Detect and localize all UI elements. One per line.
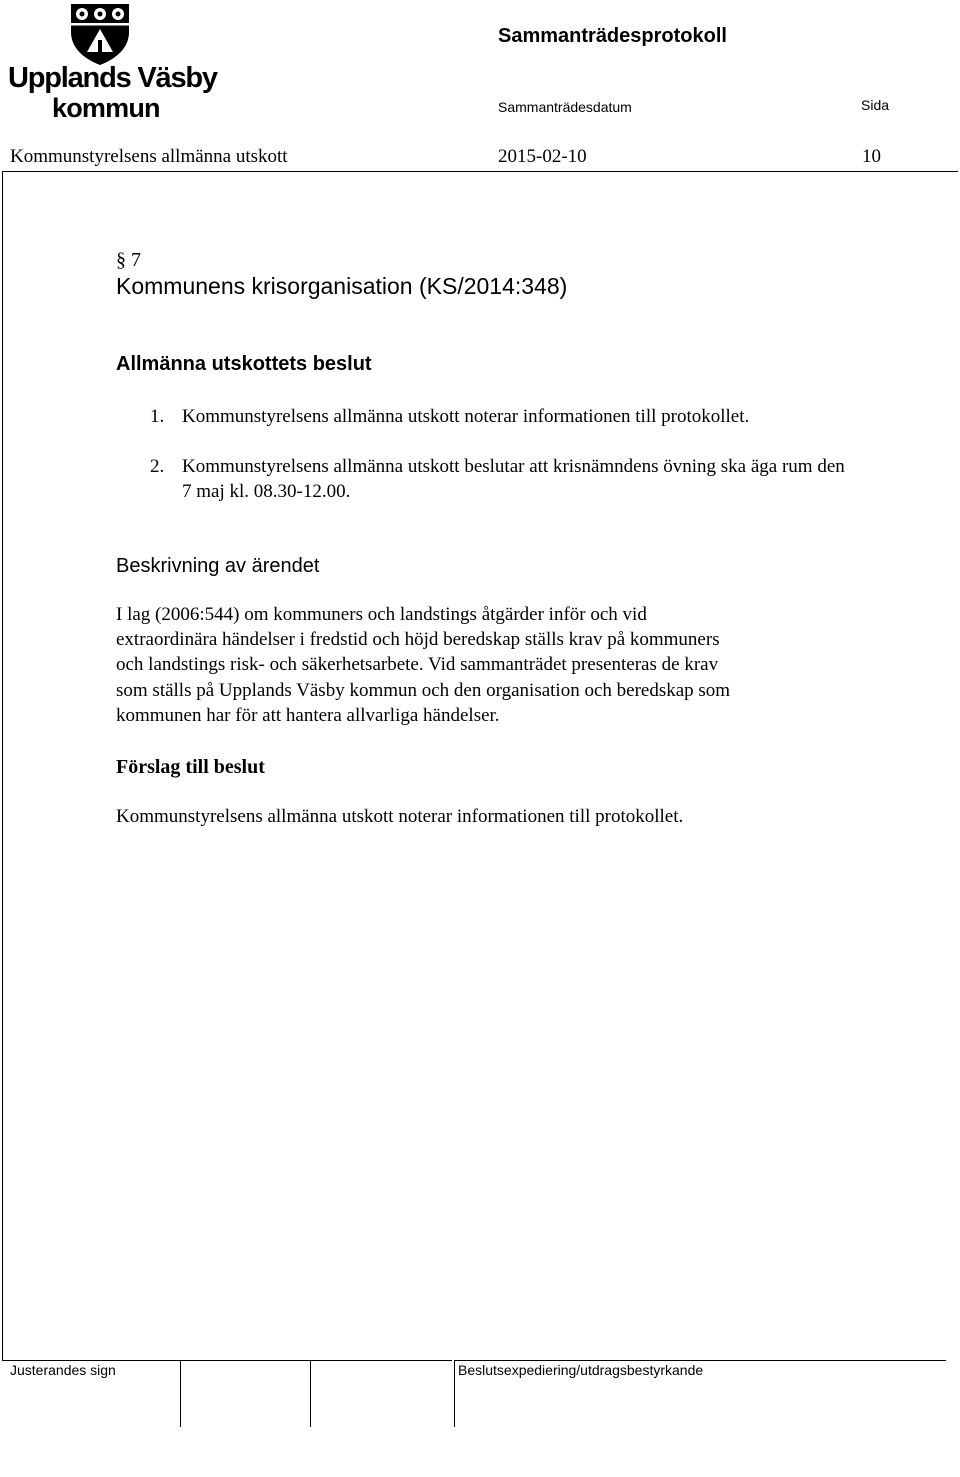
frame-left-border (2, 171, 3, 1361)
description-line: extraordinära händelser i fredstid och höjd beredskap ställs krav på kommuners (116, 629, 720, 651)
description-line: som ställs på Upplands Väsby kommun och den organisation och beredskap som (116, 679, 731, 701)
description-text (116, 602, 856, 728)
list-item-number: 1. (150, 406, 165, 427)
list-item (150, 404, 870, 429)
signature-box-divider (180, 1361, 181, 1427)
coat-of-arms-icon (67, 2, 133, 66)
signature-box-divider (454, 1361, 455, 1427)
logo-name: Upplands Väsby (8, 62, 217, 94)
description-line: och landstings risk- och säkerhetsarbete. Vid sammanträdet presenteras de krav (116, 654, 719, 676)
list-item-text: Kommunstyrelsens allmänna utskott noterar informationen till protokollet. (182, 406, 750, 427)
paragraph-number: § 7 (116, 249, 141, 271)
signature-label: Justerandes sign (10, 1362, 116, 1378)
list-item (150, 454, 850, 504)
municipality-logo (8, 0, 217, 125)
meeting-date-label: Sammanträdesdatum (498, 99, 632, 115)
signature-box-divider (310, 1361, 311, 1427)
page-number: 10 (862, 146, 881, 167)
logo-subtitle: kommun (52, 93, 160, 123)
committee-name: Kommunstyrelsens allmänna utskott (10, 146, 288, 167)
meeting-date: 2015-02-10 (498, 146, 587, 167)
extract-certification-label: Beslutsexpediering/utdragsbestyrkande (458, 1362, 704, 1378)
proposal-heading: Förslag till beslut (116, 756, 265, 778)
list-item-text: Kommunstyrelsens allmänna utskott beslutar att krisnämndens övning ska äga rum den 7 maj kl. 08.30-12.00. (182, 456, 845, 502)
proposal-text: Kommunstyrelsens allmänna utskott noterar informationen till protokollet. (116, 806, 684, 827)
description-line: kommunen har för att hantera allvarliga händelser. (116, 704, 500, 726)
decision-heading: Allmänna utskottets beslut (116, 353, 372, 375)
header-divider (2, 171, 958, 172)
description-line: I lag (2006:544) om kommuners och landstings åtgärder inför och vid (116, 604, 647, 625)
document-title: Sammanträdesprotokoll (498, 25, 727, 47)
description-heading: Beskrivning av ärendet (116, 555, 320, 577)
list-item-number: 2. (150, 456, 165, 477)
page-label: Sida (861, 97, 890, 113)
item-title: Kommunens krisorganisation (KS/2014:348) (116, 273, 568, 299)
